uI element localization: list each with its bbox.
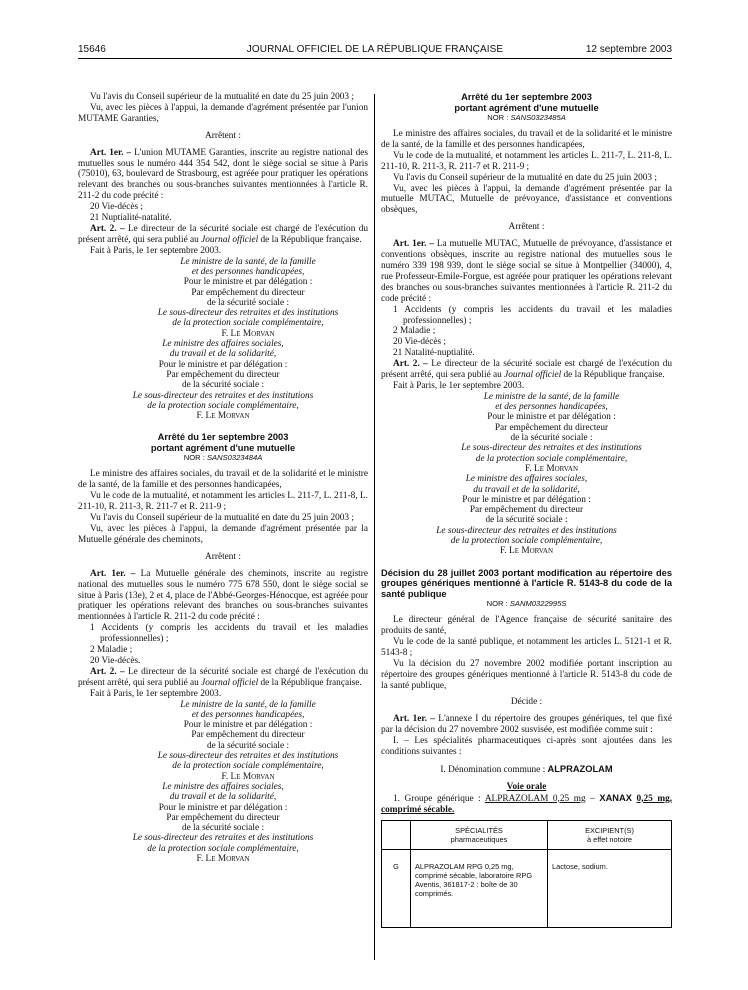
- column-divider: [374, 94, 375, 960]
- paragraph: Vu l'avis du Conseil supérieur de la mutualité en date du 25 juin 2003 ;: [393, 172, 657, 183]
- signature-line: de la sécurité sociale :: [181, 823, 265, 834]
- signature-line: Le ministre des affaires sociales,: [465, 474, 588, 485]
- paragraph: Vu, avec les pièces à l'appui, la demande d'agrément présentée par la Mutuelle générale des cheminots,: [78, 523, 368, 545]
- article-1-label: Art. 1er. –: [393, 714, 435, 725]
- branch-item: 1 Accidents (y compris les accidents du travail et les maladies professionnelles) ;: [90, 623, 368, 645]
- article-2-text-end: de la République française.: [563, 370, 665, 381]
- fait-a-paris: Fait à Paris, le 1er septembre 2003.: [90, 688, 222, 699]
- vu-avis-conseil: Vu l'avis du Conseil supérieur de la mutualité en date du 25 juin 2003 ;: [90, 92, 354, 102]
- signature-line: Pour le ministre et par délégation :: [487, 412, 616, 423]
- signature-line: du travail et de la solidarité,: [169, 792, 277, 803]
- paragraph: Le ministre des affaires sociales, du travail et de la solidarité et le ministre de la santé, de la famille et des personnes handicapées,: [381, 129, 672, 150]
- decide-heading: Décide :: [510, 697, 543, 708]
- signature-block: [381, 474, 672, 556]
- signature-line: Le sous-directeur des retraites et des institutions: [157, 751, 339, 762]
- signature-line: Pour le ministre et par délégation :: [158, 802, 288, 813]
- denomination-commune: [381, 764, 672, 776]
- header-excipients: EXCIPIENT(S): [585, 825, 634, 835]
- article-1-label: Art. 1er. –: [90, 147, 132, 158]
- nor-label: NOR :: [183, 453, 205, 463]
- signature-block: [78, 782, 368, 864]
- groupe-label: 1. Groupe générique :: [393, 793, 481, 804]
- signature-line: Le ministre de la santé, de la famille: [483, 391, 620, 402]
- article-2: [78, 667, 368, 689]
- voie-orale: [381, 782, 672, 793]
- issue-date: 12 septembre 2003: [585, 44, 672, 55]
- signature-line: et des personnes handicapées,: [495, 402, 608, 413]
- article-2-label: Art. 2. –: [90, 223, 125, 234]
- branch-item: 2 Maladie ;: [393, 326, 436, 337]
- table-header-excipients: [548, 820, 672, 849]
- signature-line: de la protection sociale complémentaire,: [475, 453, 628, 464]
- article-1: [381, 714, 672, 736]
- signature-line: de la sécurité sociale :: [510, 433, 593, 444]
- article-2-label: Art. 2. –: [393, 359, 428, 370]
- arrete-subtitle: portant agrément d'une mutuelle: [150, 442, 296, 453]
- article-1-label: Art. 1er. –: [393, 239, 434, 250]
- arrete-subtitle: portant agrément d'une mutuelle: [454, 102, 599, 113]
- signature-line: de la protection sociale complémentaire,: [172, 318, 324, 329]
- arrete-title: Arrêté du 1er septembre 2003: [157, 432, 289, 443]
- signature-line: du travail et de la solidarité,: [169, 349, 277, 360]
- article-1: [78, 148, 368, 203]
- signatory-name: F. Le Morvan: [221, 328, 275, 339]
- signature-line: de la sécurité sociale :: [485, 515, 568, 526]
- signature-line: Pour le ministre et par délégation :: [183, 277, 313, 288]
- article-2-text: Le directeur de la sécurité sociale est chargé de l'exécution du présent arrêté, qui sera publié au: [78, 223, 369, 245]
- journal-officiel-ref: Journal officiel: [201, 234, 259, 245]
- article-2: [78, 224, 368, 246]
- groupe-dash: –: [590, 793, 595, 804]
- branch-item: 1 Accidents (y compris les accidents du travail et les maladies professionnelles) ;: [393, 304, 672, 326]
- nor-reference: [78, 453, 368, 463]
- groupe-value: ALPRAZOLAM 0,25 mg: [484, 793, 586, 804]
- article-1-text: La Mutuelle générale des cheminots, inscrite au registre national des mutuelles sous le numéro 775 678 550, dont le siège social se situe à Paris (13e), 2 et 4, place de l'Abbé-Georges-Hénocque, est agréée pour pratiquer les opérations relevant des branches ou sous-branches suivantes mentionnées à l'article R. 211-2 du code précité :: [78, 568, 368, 623]
- signature-block: [381, 392, 672, 474]
- paragraph: Le directeur général de l'Agence française de sécurité sanitaire des produits de santé,: [381, 615, 672, 636]
- signature-block: [78, 339, 368, 421]
- signature-line: Pour le ministre et par délégation :: [462, 494, 591, 505]
- cell-specialite: ALPRAZOLAM RPG 0,25 mg, comprimé sécable, laboratoire RPG Aventis, 361817-2 : boîte de 30 comprimés.: [411, 849, 548, 927]
- article-2: [381, 359, 672, 381]
- header-rule: [78, 58, 672, 59]
- denomination-value: ALPRAZOLAM: [547, 763, 613, 774]
- nor-reference: [381, 599, 672, 609]
- section-heading: I. – Les spécialités pharmaceutiques ci-après sont ajoutées dans les conditions suivantes :: [381, 736, 672, 758]
- right-column: [381, 92, 672, 928]
- signature-line: Par empêchement du directeur: [191, 287, 305, 298]
- signature-line: Le ministre des affaires sociales,: [162, 339, 284, 350]
- nor-label: NOR :: [486, 599, 508, 609]
- nor-code: SANS0323485A: [510, 113, 566, 122]
- article-1-text: L'annexe I du répertoire des groupes génériques, tel que fixé par la décision du 27 novembre 2002 susvisée, est modifiée comme suit :: [381, 714, 672, 736]
- cell-group: G: [382, 849, 411, 927]
- voie-label: Voie orale: [506, 781, 547, 792]
- article-2-label: Art. 2. –: [90, 666, 125, 677]
- paragraph: Vu l'avis du Conseil supérieur de la mutualité en date du 25 juin 2003 ;: [90, 513, 354, 524]
- signature-line: Pour le ministre et par délégation :: [158, 359, 288, 370]
- table-row: [382, 849, 672, 927]
- journal-officiel-ref: Journal officiel: [504, 370, 562, 381]
- article-1: [381, 239, 672, 304]
- paragraph: Vu le code de la mutualité, et notamment les articles L. 211-7, L. 211-8, L. 211-10, R. 211-3, R. 211-7 et R. 211-9 ;: [78, 491, 368, 513]
- signature-line: de la sécurité sociale :: [181, 380, 265, 391]
- signature-line: et des personnes handicapées,: [191, 709, 305, 720]
- table-header-empty: [382, 820, 411, 849]
- article-1: [78, 569, 368, 624]
- vu-demande-mutame: Vu, avec les pièces à l'appui, la demande d'agrément présentée par l'union MUTAME Garanties,: [78, 102, 368, 124]
- fait-a-paris: Fait à Paris, le 1er septembre 2003.: [90, 245, 222, 256]
- signature-line: du travail et de la solidarité,: [473, 484, 580, 495]
- article-2-text-end: de la République française.: [260, 234, 362, 245]
- article-2-text: Le directeur de la sécurité sociale est chargé de l'exécution du présent arrêté, qui sera publié au: [381, 359, 673, 381]
- signature-line: de la sécurité sociale :: [206, 740, 290, 751]
- signature-line: Le ministre des affaires sociales,: [162, 781, 284, 792]
- signature-line: Par empêchement du directeur: [166, 812, 280, 823]
- page-number: 15646: [78, 44, 106, 55]
- denomination-label: I. Dénomination commune :: [440, 764, 546, 775]
- table-header-specialites: [411, 820, 548, 849]
- signature-line: Le sous-directeur des retraites et des institutions: [132, 833, 314, 844]
- paragraph: Vu le code de la mutualité, et notamment les articles L. 211-7, L. 211-8, L. 211-10, R. 211-3, R. 211-7 et R. 211-9 ;: [381, 150, 672, 172]
- header-specialites: SPÉCIALITÉS: [455, 825, 503, 835]
- signature-line: de la protection sociale complémentaire,: [172, 761, 324, 772]
- nor-code: SANS0323484A: [206, 453, 263, 463]
- article-1-text: L'union MUTAME Garanties, inscrite au registre national des mutuelles sous le numéro 444 354 542, dont le siège social se situe à Paris (75010), 63, boulevard de Strasbourg, est agréée pour pratiquer les opérations relevant des branches ou sous-branches suivantes mentionnées à l'article R. 211-2 du code précité :: [78, 147, 368, 202]
- signatory-name: F. Le Morvan: [196, 411, 250, 422]
- signatory-name: F. Le Morvan: [221, 771, 275, 782]
- fait-a-paris: Fait à Paris, le 1er septembre 2003.: [393, 380, 525, 391]
- signature-line: de la sécurité sociale :: [206, 297, 290, 308]
- signatory-name: F. Le Morvan: [499, 546, 554, 557]
- signature-line: Le ministre de la santé, de la famille: [180, 699, 316, 710]
- signature-line: Le ministre de la santé, de la famille: [180, 256, 316, 267]
- table-header-row: [382, 820, 672, 849]
- nor-reference: [381, 113, 672, 123]
- article-2-text: Le directeur de la sécurité sociale est chargé de l'exécution du présent arrêté, qui sera publié au: [78, 666, 369, 688]
- reference-name: XANAX: [599, 792, 632, 803]
- branch-item: 20 Vie-décès.: [90, 655, 141, 666]
- article-1-label: Art. 1er. –: [90, 568, 136, 579]
- signature-line: Par empêchement du directeur: [494, 422, 609, 433]
- signature-line: de la protection sociale complémentaire,: [450, 536, 603, 546]
- left-column: [78, 92, 368, 864]
- groupe-generique: [381, 793, 672, 816]
- signature-line: Le sous-directeur des retraites et des institutions: [157, 308, 339, 319]
- signature-block: [78, 700, 368, 782]
- signature-line: Le sous-directeur des retraites et des institutions: [132, 390, 314, 401]
- article-2-text-end: de la République française.: [260, 677, 362, 688]
- paragraph: Vu, avec les pièces à l'appui, la demande d'agrément présentée par la mutuelle MUTAC, Mutuelle de prévoyance, d'assistance et conventions obsèques,: [381, 183, 672, 216]
- signature-line: Le sous-directeur des retraites et des institutions: [436, 525, 617, 536]
- header-effet-notoire: à effet notoire: [586, 834, 633, 844]
- header-pharmaceutiques: pharmaceutiques: [450, 834, 508, 844]
- signature-line: Par empêchement du directeur: [191, 730, 305, 741]
- signature-line: Le sous-directeur des retraites et des institutions: [461, 443, 642, 454]
- signature-block: [78, 257, 368, 339]
- nor-label: NOR :: [487, 113, 509, 122]
- cell-excipient: Lactose, sodium.: [548, 849, 672, 927]
- branch-item: 20 Vie-décès ;: [393, 337, 446, 348]
- journal-title: JOURNAL OFFICIEL DE LA RÉPUBLIQUE FRANÇAISE: [246, 44, 504, 55]
- arretent-heading: Arrêtent :: [205, 551, 241, 562]
- signature-line: Par empêchement du directeur: [469, 505, 584, 516]
- branch-item: 21 Natalité-nuptialité.: [393, 348, 475, 359]
- branch-item: 2 Maladie ;: [90, 645, 133, 656]
- signatory-name: F. Le Morvan: [524, 463, 579, 474]
- specialites-table: [381, 820, 672, 928]
- signature-line: et des personnes handicapées,: [191, 266, 305, 277]
- signature-line: Pour le ministre et par délégation :: [183, 720, 313, 731]
- arrete-title: Arrêté du 1er septembre 2003: [461, 92, 592, 102]
- branch-item: 20 Vie-décès ;: [90, 202, 143, 213]
- page-header: [78, 44, 672, 58]
- nor-code: SANM0322995S: [509, 599, 567, 609]
- paragraph: Vu le code de la santé publique, et notamment les articles L. 5121-1 et R. 5143-8 ;: [381, 636, 672, 658]
- branch-item: 21 Nuptialité-natalité.: [90, 213, 172, 224]
- journal-officiel-ref: Journal officiel: [201, 677, 259, 688]
- paragraph: Le ministre des affaires sociales, du travail et de la solidarité et le ministre de la santé, de la famille et des personnes handicapées,: [78, 469, 368, 491]
- reference-form: 0,25 mg, comprimé sécable.: [381, 793, 673, 815]
- signatory-name: F. Le Morvan: [196, 854, 250, 865]
- signature-line: de la protection sociale complémentaire,: [147, 400, 299, 411]
- arretent-heading: Arrêtent :: [205, 130, 241, 141]
- paragraph: Vu la décision du 27 novembre 2002 modifiée portant inscription au répertoire des groupes génériques mentionné à l'article R. 5143-8 du code de la santé publique,: [381, 658, 672, 691]
- signature-line: Par empêchement du directeur: [166, 369, 280, 380]
- decision-title: Décision du 28 juillet 2003 portant modification au répertoire des groupes génériques mentionné à l'article R. 5143-8 du code de la santé publique: [381, 567, 672, 599]
- arretent-heading: Arrêtent :: [508, 222, 545, 233]
- article-1-text: La mutuelle MUTAC, Mutuelle de prévoyance, d'assistance et conventions obsèques, inscrite au registre national des mutuelles sous le numéro 339 198 939, dont le siège social se situe à Montpellier (34000), 4, rue Professeur-Emile-Forgue, est agréée pour pratiquer les opérations relevant des branches ou sous-branches suivantes mentionnées à l'article R. 211-2 du code précité :: [381, 239, 672, 304]
- signature-line: de la protection sociale complémentaire,: [147, 843, 299, 854]
